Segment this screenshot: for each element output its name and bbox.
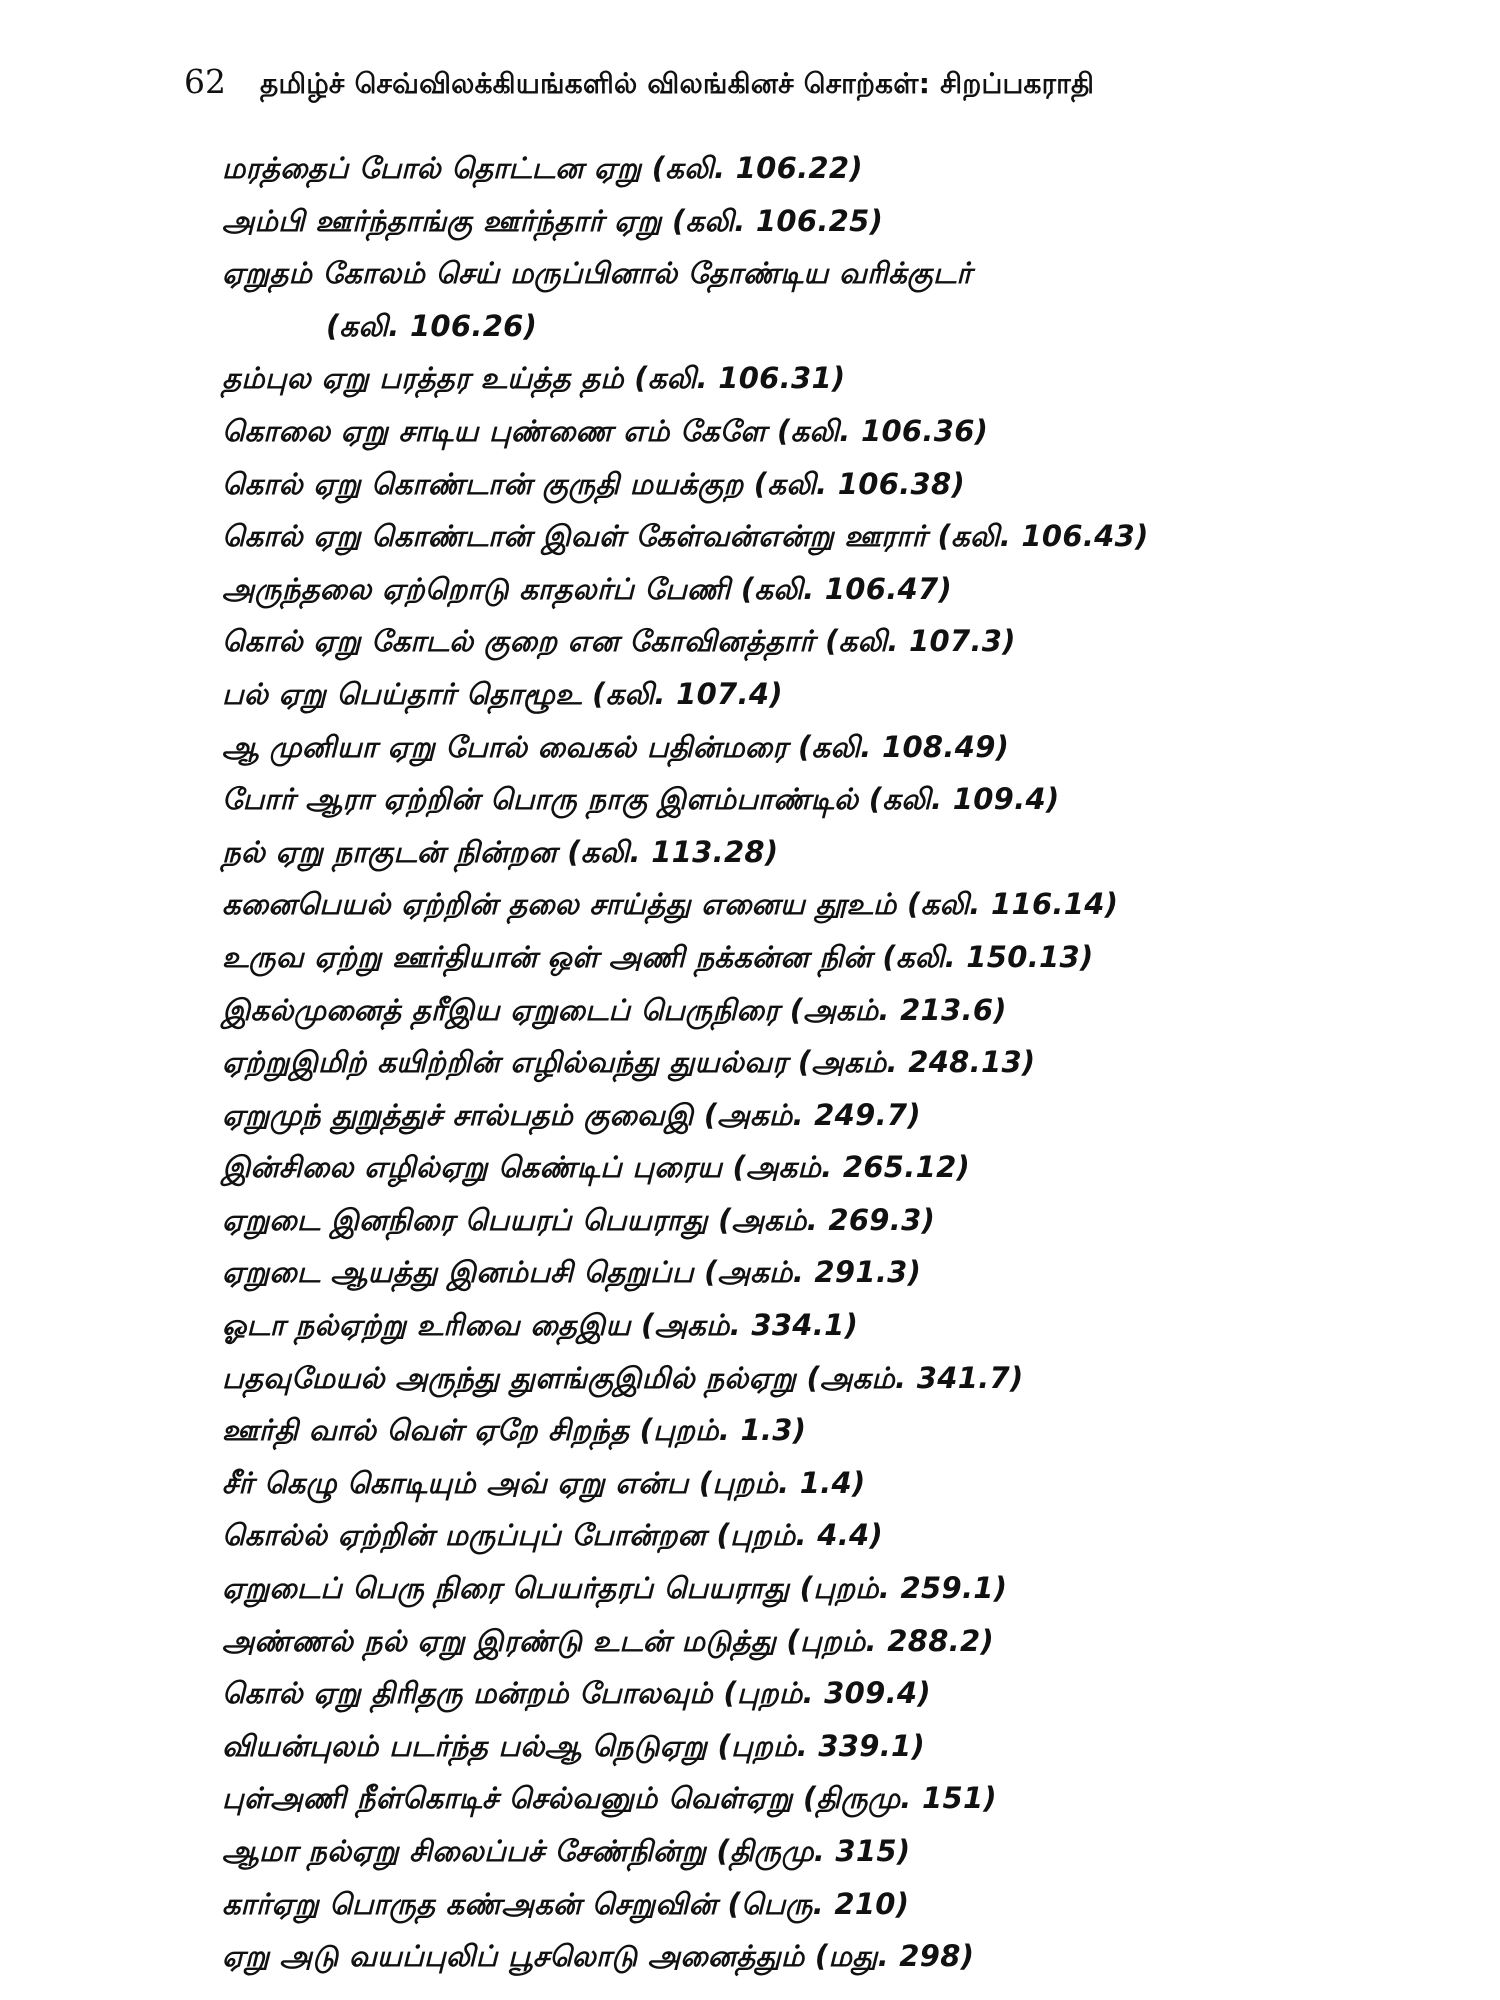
quotation-line: ஏறுதம் கோலம் செய் மருப்பினால் தோண்டிய வரிக்குடர் bbox=[222, 256, 972, 291]
quotation-line: ஏறுடைப் பெரு நிரை பெயர்தரப் பெயராது (புறம். 259.1) bbox=[222, 1571, 1008, 1606]
quotation-line: கொல்ல் ஏற்றின் மருப்புப் போன்றன (புறம். 4.4) bbox=[222, 1518, 884, 1553]
quotation-line: ஏறுமுந் துறுத்துச் சால்பதம் குவைஇ (அகம். 249.7) bbox=[222, 1097, 921, 1132]
quotation-line-continuation: (கலி. 106.26) bbox=[326, 308, 538, 343]
quotation-line: கார்ஏறு பொருத கண்அகன் செறுவின் (பெரு. 210) bbox=[222, 1886, 910, 1921]
quotation-line: ஆமா நல்ஏறு சிலைப்பச் சேண்நின்று (திருமு. 315) bbox=[222, 1834, 911, 1868]
quotation-line: கொலை ஏறு சாடிய புண்ணை எம் கேளே (கலி. 106.36) bbox=[222, 413, 989, 448]
quotation-line: கனைபெயல் ஏற்றின் தலை சாய்த்து எனைய தூஉம் (கலி. 116.14) bbox=[222, 887, 1119, 922]
quotation-line: நல் ஏறு நாகுடன் நின்றன (கலி. 113.28) bbox=[222, 834, 779, 869]
quotation-list bbox=[222, 142, 1442, 1983]
quotation-line: இகல்முனைத் தரீஇய ஏறுடைப் பெருநிரை (அகம். 213.6) bbox=[222, 992, 1007, 1027]
page-header bbox=[184, 62, 1414, 118]
quotation-line: போர் ஆரா ஏற்றின் பொரு நாகு இளம்பாண்டில் (கலி. 109.4) bbox=[222, 782, 1060, 817]
quotation-line: அண்ணல் நல் ஏறு இரண்டு உடன் மடுத்து (புறம். 288.2) bbox=[222, 1623, 995, 1658]
page-number: 62 bbox=[184, 62, 226, 101]
quotation-line: கொல் ஏறு கொண்டான் குருதி மயக்குற (கலி. 106.38) bbox=[222, 466, 966, 501]
quotation-line: ஓடா நல்ஏற்று உரிவை தைஇய (அகம். 334.1) bbox=[222, 1308, 859, 1343]
quotation-line: அருந்தலை ஏற்றொடு காதலர்ப் பேணி (கலி. 106.47) bbox=[222, 571, 953, 606]
quotation-line: வியன்புலம் படர்ந்த பல்ஆ நெடுஏறு (புறம். 339.1) bbox=[222, 1728, 926, 1763]
quotation-line: ஏறுடை ஆயத்து இனம்பசி தெறுப்ப (அகம். 291.3) bbox=[222, 1255, 922, 1290]
quotation-line: இன்சிலை எழில்ஏறு கெண்டிப் புரைய (அகம். 265.12) bbox=[222, 1150, 971, 1185]
quotation-line: ஏறு அடு வயப்புலிப் பூசலொடு அனைத்தும் (மது. 298) bbox=[222, 1939, 975, 1974]
quotation-line: ஊர்தி வால் வெள் ஏறே சிறந்த (புறம். 1.3) bbox=[222, 1413, 807, 1448]
quotation-line: தம்புல ஏறு பரத்தர உய்த்த தம் (கலி. 106.31) bbox=[222, 361, 846, 396]
quotation-line: பதவுமேயல் அருந்து துளங்குஇமில் நல்ஏறு (அகம். 341.7) bbox=[222, 1360, 1024, 1395]
quotation-line: கொல் ஏறு திரிதரு மன்றம் போலவும் (புறம். 309.4) bbox=[222, 1676, 931, 1711]
quotation-line: அம்பி ஊர்ந்தாங்கு ஊர்ந்தார் ஏறு (கலி. 106.25) bbox=[222, 203, 884, 238]
quotation-line: புள்அணி நீள்கொடிச் செல்வனும் வெள்ஏறு (திருமு. 151) bbox=[222, 1781, 997, 1816]
quotation-line: சீர் கெழு கொடியும் அவ் ஏறு என்ப (புறம். 1.4) bbox=[222, 1465, 866, 1500]
quotation-line: பல் ஏறு பெய்தார் தொழூஉ (கலி. 107.4) bbox=[222, 676, 783, 711]
running-title: தமிழ்ச் செவ்விலக்கியங்களில் விலங்கினச் சொற்கள்: சிறப்பகராதி bbox=[260, 67, 1095, 100]
quotation-line: ஏறுடை இனநிரை பெயரப் பெயராது (அகம். 269.3) bbox=[222, 1202, 936, 1237]
quotation-line: ஏற்றுஇமிற் கயிற்றின் எழில்வந்து துயல்வர (அகம். 248.13) bbox=[222, 1045, 1036, 1080]
quotation-line: கொல் ஏறு கோடல் குறை என கோவினத்தார் (கலி. 107.3) bbox=[222, 624, 1016, 659]
quotation-line: உருவ ஏற்று ஊர்தியான் ஒள் அணி நக்கன்ன நின் (கலி. 150.13) bbox=[222, 939, 1094, 974]
quotation-line: மரத்தைப் போல் தொட்டன ஏறு (கலி. 106.22) bbox=[222, 151, 863, 185]
quotation-line: கொல் ஏறு கொண்டான் இவள் கேள்வன்என்று ஊரார் (கலி. 106.43) bbox=[222, 519, 1149, 554]
quotation-line: ஆ முனியா ஏறு போல் வைகல் பதின்மரை (கலி. 108.49) bbox=[222, 729, 1010, 764]
